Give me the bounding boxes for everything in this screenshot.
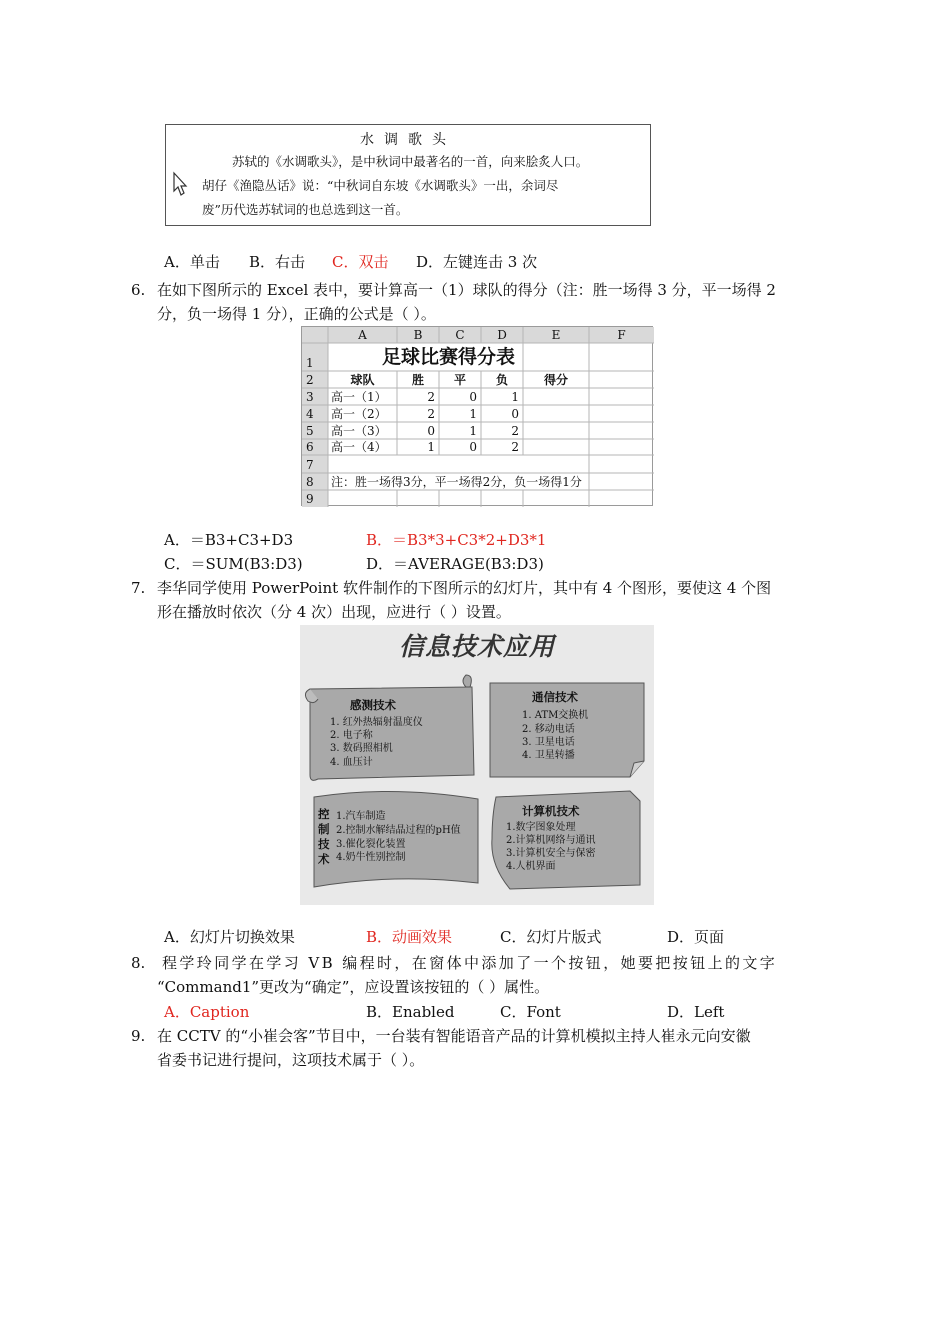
- q7-stem-line2: 形在播放时依次（分 4 次）出现，应进行（ ）设置。: [157, 603, 511, 621]
- q6-stem-line2: 分，负一场得 1 分），正确的公式是（ ）。: [157, 305, 436, 323]
- q6-option-a: A．＝B3+C3+D3: [164, 531, 294, 549]
- value-cell: 1: [427, 440, 435, 454]
- slide-title: 信息技术应用: [398, 632, 555, 661]
- q8-option-c: C．Font: [500, 1003, 561, 1021]
- poem-line: 废”历代选苏轼词的也总选到这一首。: [202, 202, 409, 217]
- col-header: C: [455, 328, 465, 342]
- header-cell: 负: [495, 373, 508, 387]
- q8-number: 8.: [131, 954, 146, 972]
- sensing-item: 4. 血压计: [330, 757, 373, 768]
- excel-note: 注：胜一场得3分，平一场得2分，负一场得1分: [331, 475, 582, 489]
- value-cell: 2: [427, 390, 435, 404]
- row-number: 1: [306, 356, 314, 370]
- value-cell: 2: [511, 424, 519, 438]
- comm-heading: 通信技术: [532, 690, 578, 704]
- control-heading-char: 制: [318, 822, 330, 836]
- value-cell: 1: [511, 390, 519, 404]
- value-cell: 0: [469, 390, 477, 404]
- q7-option-a: A．幻灯片切换效果: [164, 928, 295, 946]
- comm-item: 1. ATM交换机: [522, 710, 589, 721]
- q5-option-c-answer: C．双击: [332, 253, 389, 271]
- q6-number: 6.: [131, 281, 146, 299]
- q9-number: 9.: [131, 1027, 146, 1045]
- computer-heading: 计算机技术: [522, 804, 580, 818]
- value-cell: 1: [469, 424, 477, 438]
- value-cell: 1: [469, 407, 477, 421]
- header-cell: 平: [453, 373, 466, 387]
- q5-option-d: D．左键连击 3 次: [416, 253, 538, 271]
- header-cell: 得分: [543, 373, 568, 387]
- q8-stem-line1: 程学玲同学在学习 VB 编程时，在窗体中添加了一个按钮，她要把按钮上的文字: [162, 954, 778, 972]
- q7-option-d: D．页面: [667, 928, 725, 946]
- q9-stem-line1: 在 CCTV 的“小崔会客”节目中，一台装有智能语音产品的计算机模拟主持人崔永元向安徽: [157, 1027, 751, 1045]
- q6-option-c: C．＝SUM(B3:D3): [164, 555, 303, 573]
- row-number: 9: [306, 492, 314, 506]
- col-header: B: [413, 328, 423, 342]
- q7-option-b-answer: B．动画效果: [366, 928, 453, 946]
- row-number: 5: [306, 424, 314, 438]
- q6-option-b-answer: B．＝B3*3+C3*2+D3*1: [366, 531, 547, 549]
- team-cell: 高一（3）: [331, 424, 387, 438]
- computer-item: 2.计算机网络与通讯: [506, 835, 596, 846]
- row-number: 3: [306, 390, 314, 404]
- poem-image: [165, 124, 651, 226]
- slide-screenshot: [300, 625, 654, 905]
- comm-item: 4. 卫星转播: [522, 750, 575, 761]
- q7-number: 7.: [131, 579, 146, 597]
- header-cell: 胜: [411, 373, 424, 387]
- row-number: 8: [306, 475, 314, 489]
- row-number: 2: [306, 373, 314, 387]
- row-number: 4: [306, 407, 314, 421]
- q7-option-c: C．幻灯片版式: [500, 928, 602, 946]
- excel-title: 足球比赛得分表: [382, 346, 516, 368]
- value-cell: 2: [511, 440, 519, 454]
- q6-option-d: D．＝AVERAGE(B3:D3): [366, 555, 544, 573]
- control-item: 1.汽车制造: [336, 811, 386, 822]
- q6-stem-line1: 在如下图所示的 Excel 表中，要计算高一（1）球队的得分（注：胜一场得 3 分，平一场得 2: [157, 281, 776, 299]
- comm-item: 3. 卫星电话: [522, 737, 575, 748]
- col-header: F: [617, 328, 626, 342]
- team-cell: 高一（2）: [331, 407, 387, 421]
- control-heading: [318, 807, 330, 867]
- control-heading-char: 控: [318, 807, 330, 821]
- sensing-item: 1. 红外热辐射温度仪: [330, 717, 423, 728]
- control-item: 4.奶牛性别控制: [336, 852, 406, 863]
- poem-title: 水调歌头: [360, 132, 456, 148]
- control-heading-char: 技: [318, 837, 330, 851]
- control-heading-char: 术: [318, 852, 330, 866]
- q8-stem-line2: “Command1”更改为“确定”，应设置该按钮的（ ）属性。: [157, 978, 550, 996]
- row-number: 6: [306, 440, 314, 454]
- q5-option-b: B．右击: [249, 253, 306, 271]
- sensing-item: 2. 电子称: [330, 730, 373, 741]
- col-header: A: [358, 328, 367, 342]
- team-cell: 高一（4）: [331, 440, 387, 454]
- q8-option-a-answer: A．Caption: [164, 1003, 250, 1021]
- control-item: 3.催化裂化装置: [336, 839, 406, 850]
- computer-item: 3.计算机安全与保密: [506, 848, 596, 859]
- q9-stem-line2: 省委书记进行提问，这项技术属于（ ）。: [157, 1051, 425, 1069]
- row-number: 7: [306, 458, 314, 472]
- poem-line: 胡仔《渔隐丛话》说：“中秋词自东坡《水调歌头》一出，余词尽: [202, 178, 559, 193]
- value-cell: 0: [469, 440, 477, 454]
- team-cell: 高一（1）: [331, 390, 387, 404]
- mouse-cursor-icon: [172, 171, 188, 197]
- computer-item: 4.人机界面: [506, 861, 556, 872]
- value-cell: 2: [427, 407, 435, 421]
- comm-item: 2. 移动电话: [522, 724, 575, 735]
- q8-option-d: D．Left: [667, 1003, 725, 1021]
- value-cell: 0: [427, 424, 435, 438]
- col-header: E: [551, 328, 561, 342]
- q8-option-b: B．Enabled: [366, 1003, 455, 1021]
- q5-option-a: A．单击: [164, 253, 220, 271]
- poem-line: 苏轼的《水调歌头》，是中秋词中最著名的一首，向来脍炙人口。: [232, 154, 589, 169]
- excel-screenshot: [301, 326, 653, 506]
- value-cell: 0: [511, 407, 519, 421]
- sensing-item: 3. 数码照相机: [330, 743, 393, 754]
- q7-stem-line1: 李华同学使用 PowerPoint 软件制作的下图所示的幻灯片，其中有 4 个图形，要使这 4 个图: [157, 579, 772, 597]
- col-header: D: [497, 328, 507, 342]
- sensing-heading: 感测技术: [350, 698, 396, 712]
- computer-item: 1.数字图象处理: [506, 822, 576, 833]
- control-item: 2.控制水解结晶过程的pH值: [336, 825, 461, 836]
- header-cell: 球队: [350, 373, 375, 387]
